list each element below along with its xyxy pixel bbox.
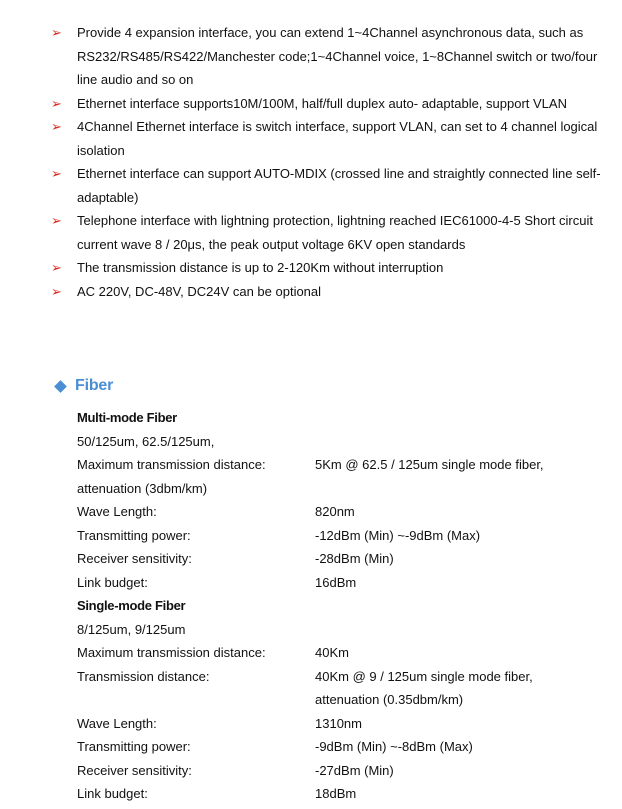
spec-label: Transmitting power: [77,739,191,754]
spec-value: 820nm [315,504,355,519]
spec-label: attenuation (3dbm/km) [77,480,208,496]
feature-text: 4Channel Ethernet interface is switch interface, support VLAN, can set to 4 channel logical isolation [77,119,598,158]
spec-row [77,688,617,712]
spec-value: 16dBm [315,574,357,590]
spec-value: 5Km @ 62.5 / 125um single mode fiber, [315,457,544,472]
feature-bullet [0,209,622,256]
spec-row [77,477,617,501]
arrow-bullet-icon: ➢ [51,166,62,181]
spec-label: Link budget: [77,786,148,801]
diamond-bullet-icon [54,380,67,393]
arrow-bullet-icon: ➢ [51,260,62,275]
feature-text: Ethernet interface can support AUTO-MDIX (crossed line and straightly connected line self-adaptable) [77,166,601,205]
section-title: Fiber [75,377,114,394]
spec-label: Wave Length: [77,715,157,731]
feature-bullet [0,115,622,162]
spec-label: Transmission distance: [77,668,210,684]
spec-label: Wave Length: [77,504,157,519]
spec-label: Link budget: [77,574,148,590]
spec-value: -9dBm (Min) ~-8dBm (Max) [315,739,473,754]
spec-label: Receiver sensitivity: [77,551,192,566]
spec-label [77,688,315,712]
feature-text: Provide 4 expansion interface, you can extend 1~4Channel asynchronous data, such as RS232/RS485/RS422/Manchester code;1~4Channel voice, 1~8Channel switch or two/four line audio and so on [77,25,598,87]
spec-value [315,477,617,501]
spec-label: Transmitting power: [77,527,191,543]
feature-text: Ethernet interface supports10M/100M, half/full duplex auto- adaptable, support VLAN [77,95,567,111]
spec-label: Receiver sensitivity: [77,762,192,778]
feature-bullet-list [0,21,622,303]
feature-bullet [0,21,622,92]
spec-row [77,665,617,689]
arrow-bullet-icon: ➢ [51,283,62,299]
fiber-section-heading [54,375,113,397]
spec-row [77,759,617,783]
spec-row [77,453,617,477]
feature-text: The transmission distance is up to 2-120Km without interruption [77,260,444,275]
singlemode-sizes: 8/125um, 9/125um [77,621,186,637]
arrow-bullet-icon: ➢ [51,213,62,228]
feature-bullet [0,162,622,209]
spec-value: 18dBm [315,786,357,801]
spec-row [77,571,617,595]
spec-row [77,782,617,806]
spec-row [77,735,617,759]
spec-row [77,524,617,548]
fiber-spec-block [77,406,617,806]
feature-bullet [0,280,622,304]
multimode-heading: Multi-mode Fiber [77,410,177,425]
spec-label: Maximum transmission distance: [77,645,266,660]
arrow-bullet-icon: ➢ [51,119,62,134]
feature-bullet [0,92,622,116]
spec-row [77,500,617,524]
spec-row [77,641,617,665]
feature-text: Telephone interface with lightning protection, lightning reached IEC61000-4-5 Short circuit current wave 8 / 20μs, the peak output voltage 6KV open standards [77,213,593,252]
feature-bullet [0,256,622,280]
spec-value: 40Km @ 9 / 125um single mode fiber, [315,668,533,684]
arrow-bullet-icon: ➢ [51,95,62,111]
spec-value: 1310nm [315,715,362,731]
spec-value: -12dBm (Min) ~-9dBm (Max) [315,527,481,543]
feature-text: AC 220V, DC-48V, DC24V can be optional [77,283,322,299]
spec-value: attenuation (0.35dbm/km) [315,692,464,707]
spec-value: 40Km [315,645,349,660]
spec-row [77,547,617,571]
spec-label: Maximum transmission distance: [77,457,266,472]
spec-value: -28dBm (Min) [315,551,394,566]
multimode-sizes: 50/125um, 62.5/125um, [77,433,215,449]
spec-row [77,712,617,736]
spec-value: -27dBm (Min) [315,762,394,778]
arrow-bullet-icon: ➢ [51,25,62,40]
singlemode-heading: Single-mode Fiber [77,598,186,613]
